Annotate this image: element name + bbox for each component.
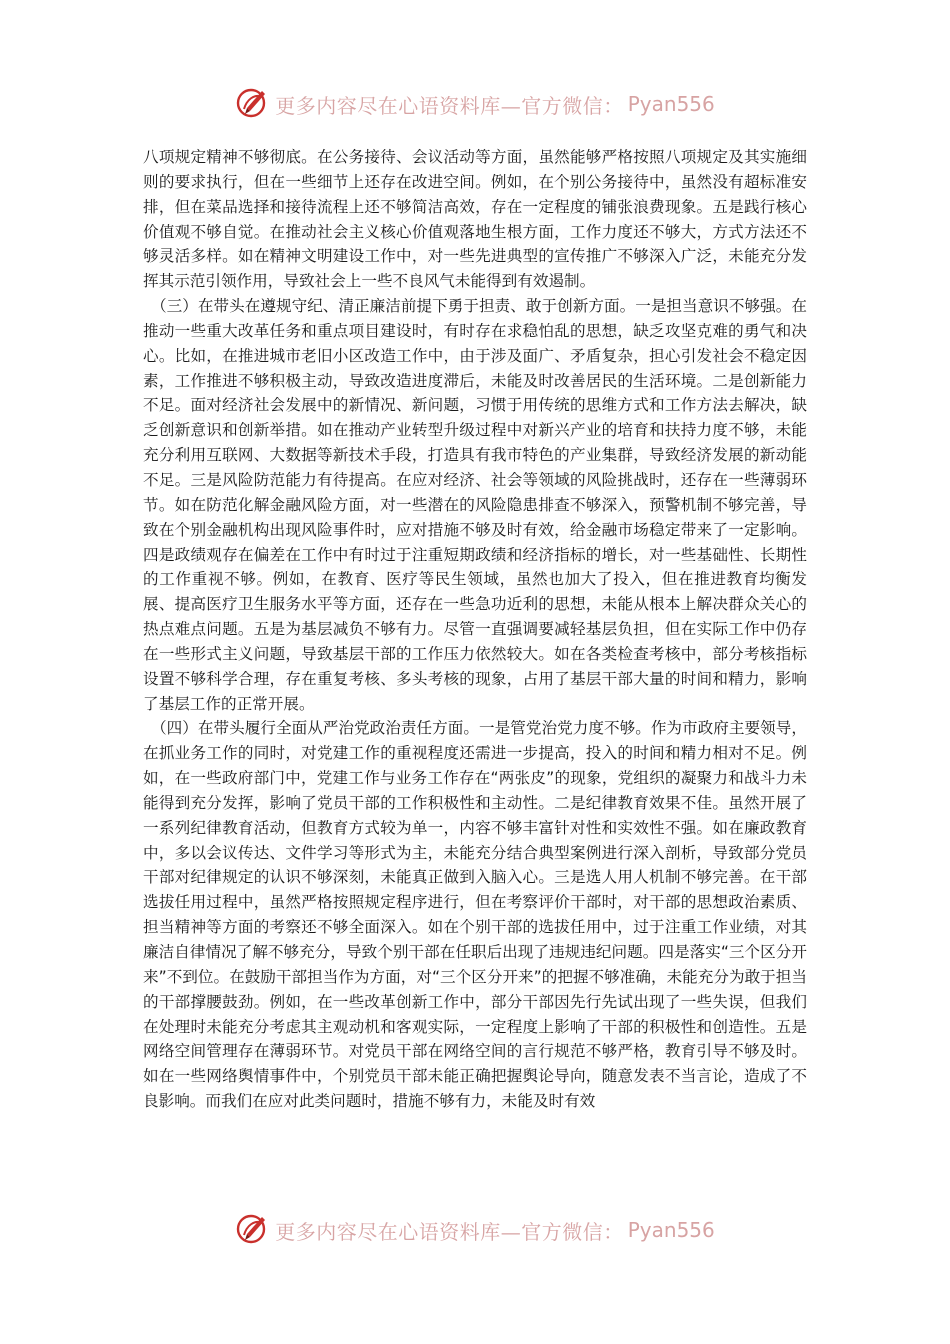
pen-logo-icon (235, 86, 271, 122)
paragraph: （三）在带头在遵规守纪、清正廉洁前提下勇于担责、敢于创新方面。一是担当意识不够强。在推动一些重大改革任务和重点项目建设时，有时存在求稳怕乱的思想，缺乏攻坚克难的勇气和决心。比如，在推进城市老旧小区改造工作中，由于涉及面广、矛盾复杂，担心引发社会不稳定因素，工作推进不够积极主动，导致改造进度滞后，未能及时改善居民的生活环境。二是创新能力不足。面对经济社会发展中的新情况、新问题，习惯于用传统的思维方式和工作方法去解决，缺乏创新意识和创新举措。如在推动产业转型升级过程中对新兴产业的培育和扶持力度不够，未能充分利用互联网、大数据等新技术手段，打造具有我市特色的产业集群，导致经济发展的新动能不足。三是风险防范能力有待提高。在应对经济、社会等领域的风险挑战时，还存在一些薄弱环节。如在防范化解金融风险方面，对一些潜在的风险隐患排查不够深入，预警机制不够完善，导致在个别金融机构出现风险事件时，应对措施不够及时有效，给金融市场稳定带来了一定影响。四是政绩观存在偏差在工作中有时过于注重短期政绩和经济指标的增长，对一些基础性、长期性的工作重视不够。例如，在教育、医疗等民生领域，虽然也加大了投入，但在推进教育均衡发展、提高医疗卫生服务水平等方面，还存在一些急功近利的思想，未能从根本上解决群众关心的热点难点问题。五是为基层减负不够有力。尽管一直强调要减轻基层负担，但在实际工作中仍存在一些形式主义问题，导致基层干部的工作压力依然较大。如在各类检查考核中，部分考核指标设置不够科学合理，存在重复考核、多头考核的现象，占用了基层干部大量的时间和精力，影响了基层工作的正常开展。 (143, 297, 807, 713)
footer-watermark (0, 1210, 950, 1250)
header-watermark (0, 84, 950, 124)
watermark-text: 更多内容尽在心语资料库—官方微信： (275, 93, 624, 118)
watermark-text: 更多内容尽在心语资料库—官方微信： (275, 1219, 624, 1244)
paragraph: （四）在带头履行全面从严治党政治责任方面。一是管党治党力度不够。作为市政府主要领导，在抓业务工作的同时，对党建工作的重视程度还需进一步提高，投入的时间和精力相对不足。例如，在一些政府部门中，党建工作与业务工作存在“两张皮”的现象，党组织的凝聚力和战斗力未能得到充分发挥，影响了党员干部的工作积极性和主动性。二是纪律教育效果不佳。虽然开展了一系列纪律教育活动，但教育方式较为单一，内容不够丰富针对性和实效性不强。如在廉政教育中，多以会议传达、文件学习等形式为主，未能充分结合典型案例进行深入剖析，导致部分党员干部对纪律规定的认识不够深刻，未能真正做到入脑入心。三是选人用人机制不够完善。在干部选拔任用过程中，虽然严格按照规定程序进行，但在考察评价干部时，对干部的思想政治素质、担当精神等方面的考察还不够全面深入。如在个别干部的选拔任用中，过于注重工作业绩，对其廉洁自律情况了解不够充分，导致个别干部在任职后出现了违规违纪问题。四是落实“三个区分开来”不到位。在鼓励干部担当作为方面，对“三个区分开来”的把握不够准确，未能充分为敢于担当的干部撑腰鼓劲。例如，在一些改革创新工作中，部分干部因先行先试出现了一些失误，但我们在处理时未能充分考虑其主观动机和客观实际，一定程度上影响了干部的积极性和创造性。五是网络空间管理存在薄弱环节。对党员干部在网络空间的言行规范不够严格，教育引导不够及时。如在一些网络舆情事件中，个别党员干部未能正确把握舆论导向，随意发表不当言论，造成了不良影响。而我们在应对此类问题时，措施不够有力，未能及时有效 (143, 719, 807, 1111)
document-body (143, 145, 807, 1114)
watermark-wechat-id: Pyan556 (627, 1218, 715, 1242)
paragraph: 八项规定精神不够彻底。在公务接待、会议活动等方面，虽然能够严格按照八项规定及其实施细则的要求执行，但在一些细节上还存在改进空间。例如，在个别公务接待中，虽然没有超标准安排，但在菜品选择和接待流程上还不够简洁高效，存在一定程度的铺张浪费现象。五是践行核心价值观不够自觉。在推动社会主义核心价值观落地生根方面，工作力度还不够大，方式方法还不够灵活多样。如在精神文明建设工作中，对一些先进典型的宣传推广不够深入广泛，未能充分发挥其示范引领作用，导致社会上一些不良风气未能得到有效遏制。 (143, 148, 807, 291)
pen-logo-icon (235, 1212, 271, 1248)
watermark-wechat-id: Pyan556 (627, 92, 715, 116)
